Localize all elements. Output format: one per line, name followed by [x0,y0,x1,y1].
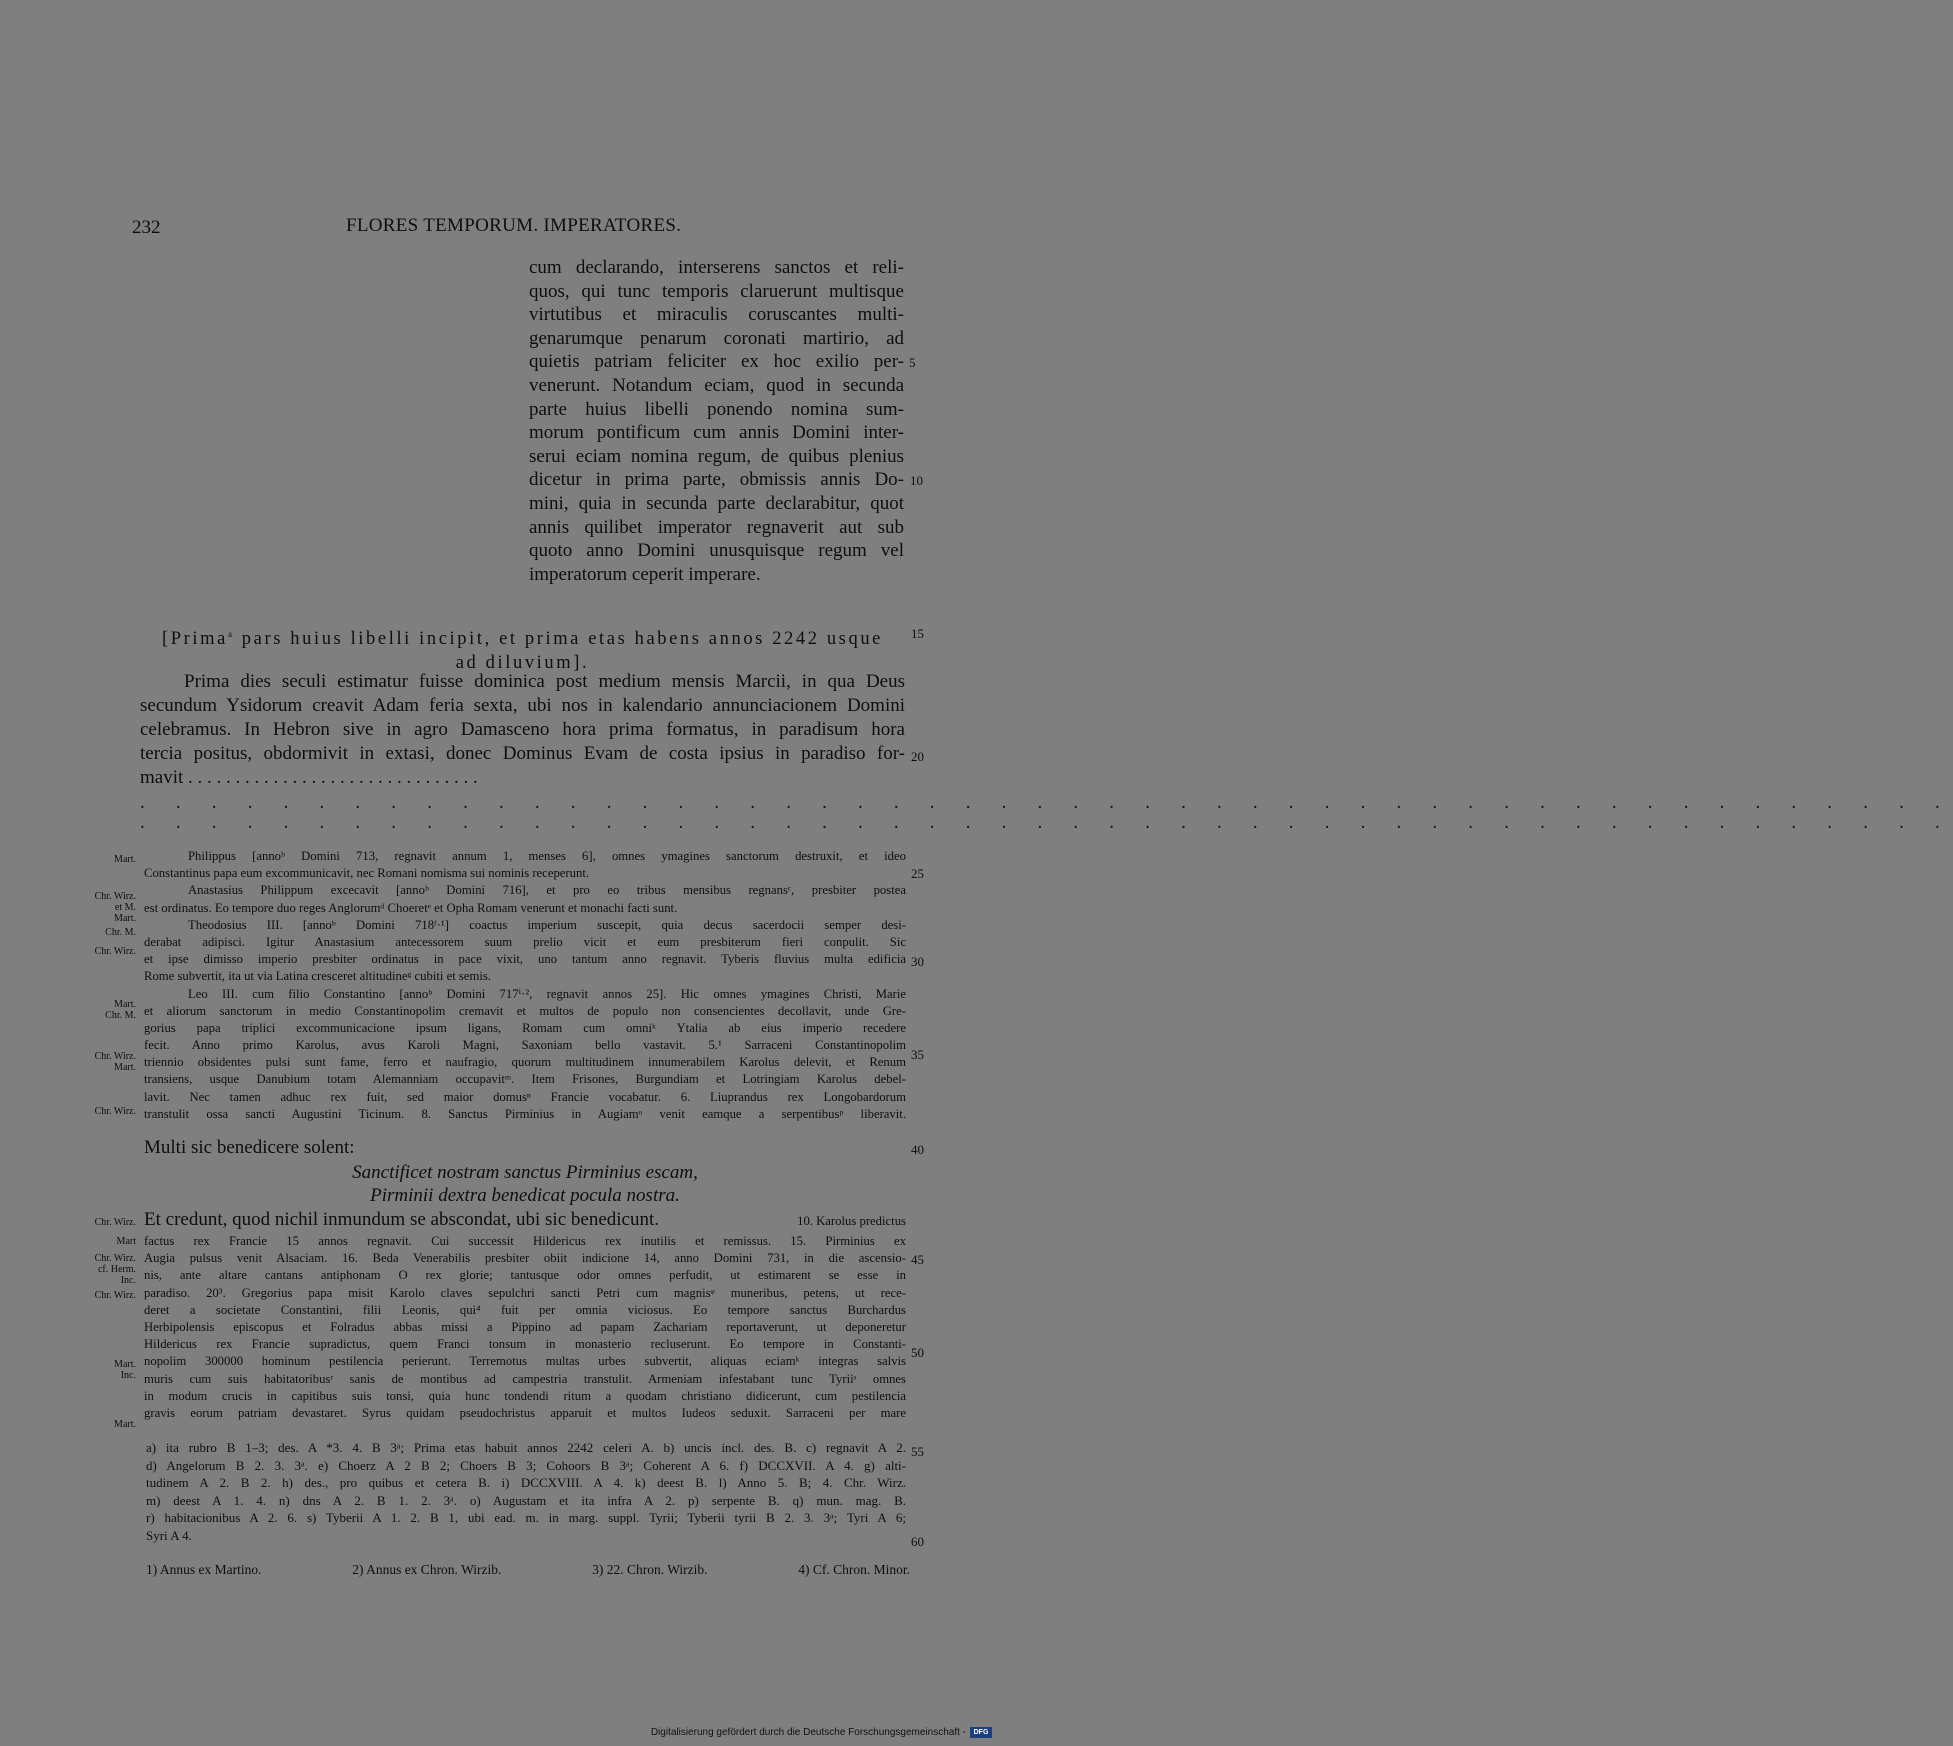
line-number: 5 [909,355,916,370]
footnote-line: d) Angelorum B 2. 3. 3ᵃ. e) Choerz A 2 B 2; Choers B 3; Cohoors B 3ᵃ; Coherent A 6. f) DCCXVII. A 4. g) alti- [146,1457,906,1473]
source-note: 2) Annus ex Chron. Wirzib. [352,1562,502,1577]
text-line: triennio obsidentes pulsi sunt fame, ferro et naufragio, quorum multitudinem innumerabilem Karolus delevit, et Renum [144,1055,906,1070]
margin-note: Mart. [114,999,136,1010]
line-number: 35 [911,1047,924,1062]
margin-note: Chr. Wirz. [94,946,136,957]
text-line: cum declarando, interserens sanctos et reli- [529,257,904,278]
text-line: muris cum suis habitatoribusʳ sanis de montibus ad campestria transtulit. Armeniam infestabant tunc Tyriiˢ omnes [144,1371,906,1386]
ellipsis-line: . . . . . . . . . . . . . . . . . . . . . . . . . . . . . . . . . . . . . . . . . . . . . . . . . . . [140,812,1953,833]
text-line: deret a societate Constantini, filii Leonis, qui⁴ fuit per omnia viciosus. Eo tempore sanctus Burchardus [144,1302,906,1317]
line-number: 30 [911,954,924,969]
text-line: genarumque penarum coronati martirio, ad [529,327,904,349]
text-line: morum pontificum cum annis Domini inter- [529,422,904,444]
margin-note: Mart. [114,913,136,924]
text-line: transtulit ossa sancti Augustini Ticinum. 8. Sanctus Pirminius in Augiamᵒ venit eamque a serpentibusᵖ liberavit. [144,1106,906,1121]
heading-part: [Prima [162,629,228,650]
line-number: 45 [911,1252,924,1267]
credunt-text: Et credunt, quod nichil inmundum se abscondat, ubi sic benedicunt. [144,1209,660,1230]
section-heading [140,622,905,675]
dfg-logo-icon: DFG [970,1727,992,1738]
margin-note: Inc. [120,1370,136,1381]
multi-line: Multi sic benedicere solent: [144,1137,355,1158]
text-line: tercia positus, obdormivit in extasi, donec Dominus Evam de costa ipsius in paradiso for- [140,743,905,764]
text-line: lavit. Nec tamen adhuc rex fuit, sed maior domusⁿ Francie vocabatur. 6. Liuprandus rex Longobardorum [144,1089,906,1104]
margin-note: Mart. [114,1419,136,1430]
text-line: quietis patriam feliciter ex hoc exilio per- [529,351,904,373]
ellipsis-line: . . . . . . . . . . . . . . . . . . . . . . . . . . . . . . . . . . . . . . . . . . . . . . . . . . . [140,792,1953,813]
footnote-line: a) ita rubro B 1–3; des. A *3. 4. B 3ᵃ; Prima etas habuit annos 2242 celeri A. b) uncis incl. des. B. c) regnavit A 2. [146,1440,906,1455]
margin-note: Chr. M. [105,927,136,938]
footnote-marker: a [227,629,235,639]
digitization-credit [651,1727,992,1738]
text-line: mavit . . . . . . . . . . . . . . . . . . . . . . . . . . . . . . . [140,767,478,788]
apparatus-footnotes [146,1439,906,1544]
text-line: gorius papa triplici excommunicacione ipsum ligans, Romam cum omniᵏ Ytalia ab eius imperio recedere [144,1020,906,1035]
verse-line: Pirminii dextra benedicat pocula nostra. [370,1184,680,1206]
page-number: 232 [132,217,161,238]
text-line: annis quilibet imperator regnaverit aut sub [529,516,904,538]
text-line: Theodosius III. [annoᵇ Domini 718ᶠ·¹] coactus imperium suscepit, quia decus sacerdocii semper desi- [188,917,906,932]
line-number: 55 [911,1444,924,1459]
margin-note: Mart [116,1236,136,1247]
line-number: 40 [911,1142,924,1157]
text-line: celebramus. In Hebron sive in agro Damasceno hora prima formatus, in paradisum hora [140,719,905,740]
credunt-line [144,1209,906,1232]
text-line: Anastasius Philippum excecavit [annoᵇ Domini 716], et pro eo tribus mensibus regnansᶜ, presbiter postea [188,883,906,898]
line-number: 10 [910,473,923,488]
line-number: 15 [911,626,924,641]
line-number: 60 [911,1534,924,1549]
text-line: nis, ante altare cantans antiphonam O rex glorie; tantusque odor omnes perfudit, ut estimarent se esse in [144,1268,906,1283]
credunt-continuation: 10. Karolus predictus [797,1214,906,1228]
text-line: Herbipolensis episcopus et Folradus abbas missi a Pippino ad papam Zachariam reportaverunt, ut deponeretur [144,1319,906,1334]
text-line: derabat adipisci. Igitur Anastasium antecessorem suum prelio vicit et eum presbiterum fieri conpulit. Sic [144,934,906,949]
text-line: fecit. Anno primo Karolus, avus Karoli Magni, Saxoniam bello vastavit. 5.¹ Sarraceni Constantinopolim [144,1038,906,1053]
main-paragraph [140,670,905,790]
line-number: 20 [911,749,924,764]
text-line: Constantinus papa eum excommunicavit, nec Romani nomisma sui nominis receperunt. [144,866,590,881]
small-text-block [144,848,906,1123]
margin-note: Mart. [114,854,136,865]
margin-note: et M. [114,902,136,913]
line-number: 25 [911,866,924,881]
text-line: transiens, usque Danubium totam Alemanniam occupavitᵐ. Item Frisones, Burgundiam et Lotringiam Karolus debel- [144,1072,906,1087]
footnote-line: r) habitacionibus A 2. 6. s) Tyberii A 1. 2. B 1, ubi ead. m. in marg. suppl. Tyrii; Tyberii tyrii B 2. 3. 3ᵃ; Tyri A 6; [146,1510,906,1525]
text-line: quoto anno Domini unusquisque regum vel [529,540,904,562]
text-line: gravis eorum patriam devastaret. Syrus quidam pseudochristus apparuit et multos Iudeos seduxit. Sarraceni per mare [144,1405,906,1420]
margin-note: Chr. Wirz. [94,1253,136,1264]
margin-note: Chr. Wirz. [94,1217,136,1228]
credit-text: Digitalisierung gefördert durch die Deutsche Forschungsgemeinschaft - [650,1727,966,1738]
text-line: factus rex Francie 15 annos regnavit. Cui successit Hildericus rex inutilis et remissus. 15. Pirminius ex [144,1234,906,1248]
text-line: est ordinatus. Eo tempore duo reges Anglorumᵈ Choeretᵉ et Opha Romam venerunt et monachi facti sunt. [144,900,678,915]
text-line: dicetur in prima parte, obmissis annis Do- [529,469,904,491]
heading-part: pars huius libelli incipit, et prima etas habens annos 2242 usque [234,629,883,650]
text-line: secundum Ysidorum creavit Adam feria sexta, ubi nos in kalendario annunciacionem Domini [140,695,905,716]
text-line: et ipse dimisso imperio presbiter ordinatus in pace vixit, uno tantum anno regnavit. Tyberis fluvius multa edificia [144,952,906,967]
intro-column [529,256,904,586]
text-line: venerunt. Notandum eciam, quod in secunda [529,374,904,396]
text-line: Prima dies seculi estimatur fuisse dominica post medium mensis Marcii, in qua Deus [184,671,905,692]
text-line: virtutibus et miraculis coruscantes multi- [529,304,904,326]
source-note: 1) Annus ex Martino. [146,1562,262,1577]
text-line: Hildericus rex Francie supradictus, quem Franci tonsum in monasterio recluserunt. Eo tempore in Constanti- [144,1337,906,1352]
text-line: parte huius libelli ponendo nomina sum- [529,398,904,420]
running-title: FLORES TEMPORUM. IMPERATORES. [346,215,682,236]
source-note: 3) 22. Chron. Wirzib. [592,1562,708,1577]
text-line: paradiso. 20³. Gregorius papa misit Karolo claves sepulchri sancti Petri cum magnisᵠ muneribus, petens, ut rece- [144,1285,906,1300]
text-line: Philippus [annoᵇ Domini 713, regnavit annum 1, menses 6], omnes ymagines sanctorum destruxit, et ideo [188,849,906,863]
source-note: 4) Cf. Chron. Minor. [798,1562,910,1577]
source-notes [146,1562,910,1578]
margin-note: Chr. Wirz. [94,891,136,902]
margin-note: Inc. [120,1275,136,1286]
margin-note: Chr. M. [105,1010,136,1021]
line-number: 50 [911,1345,924,1360]
text-line: serui eciam nomina regum, de quibus plenius [529,445,904,467]
heading-part: ad diluvium]. [455,653,590,674]
footnote-line: tudinem A 2. B 2. h) des., pro quibus et cetera B. i) DCCXVIII. A 4. k) deest B. l) Anno 5. B; 4. Chr. Wirz. [146,1475,906,1490]
text-line: Rome subvertit, ita ut via Latina cresceret altitudineᵍ cubiti et semis. [144,969,491,984]
text-line: in modum crucis in capitibus suis tonsi, quia hunc tondendi ritum a quodam christiano didicerunt, cum pestilencia [144,1388,906,1403]
footnote-line: Syri A 4. [146,1527,192,1543]
small-text-block [144,1233,906,1422]
text-line: Augia pulsus venit Alsaciam. 16. Beda Venerabilis presbiter obiit indicione 14, anno Domini 731, in die ascensio- [144,1251,906,1266]
margin-note: Chr. Wirz. [94,1051,136,1062]
margin-note: Chr. Wirz. [94,1290,136,1301]
verse [144,1162,906,1207]
footnote-line: m) deest A 1. 4. n) dns A 2. B 1. 2. 3ᵃ. o) Augustam et ita infra A 2. p) serpente B. q) mun. mag. B. [146,1492,906,1508]
text-line: nopolim 300000 hominum pestilencia perierunt. Terremotus multas urbes subvertit, aliquas eciamᵏ integras salvis [144,1354,906,1369]
margin-note: Chr. Wirz. [94,1106,136,1117]
margin-note: Mart. [114,1062,136,1073]
verse-line: Sanctificet nostram sanctus Pirminius escam, [352,1162,698,1183]
text-line: quos, qui tunc temporis claruerunt multisque [529,280,904,302]
text-line: mini, quia in secunda parte declarabitur, quot [529,492,904,514]
margin-note: Mart. [114,1359,136,1370]
text-line: et aliorum sanctorum in medio Constantinopolim cremavit et multos de populo non consencientes decollavit, unde Gre- [144,1003,906,1018]
margin-note: cf. Herm. [97,1264,136,1275]
text-line: Leo III. cum filio Constantino [annoᵇ Domini 717ⁱ·², regnavit annos 25]. Hic omnes ymagines Christi, Marie [188,986,906,1001]
text-line: imperatorum ceperit imperare. [529,563,761,585]
